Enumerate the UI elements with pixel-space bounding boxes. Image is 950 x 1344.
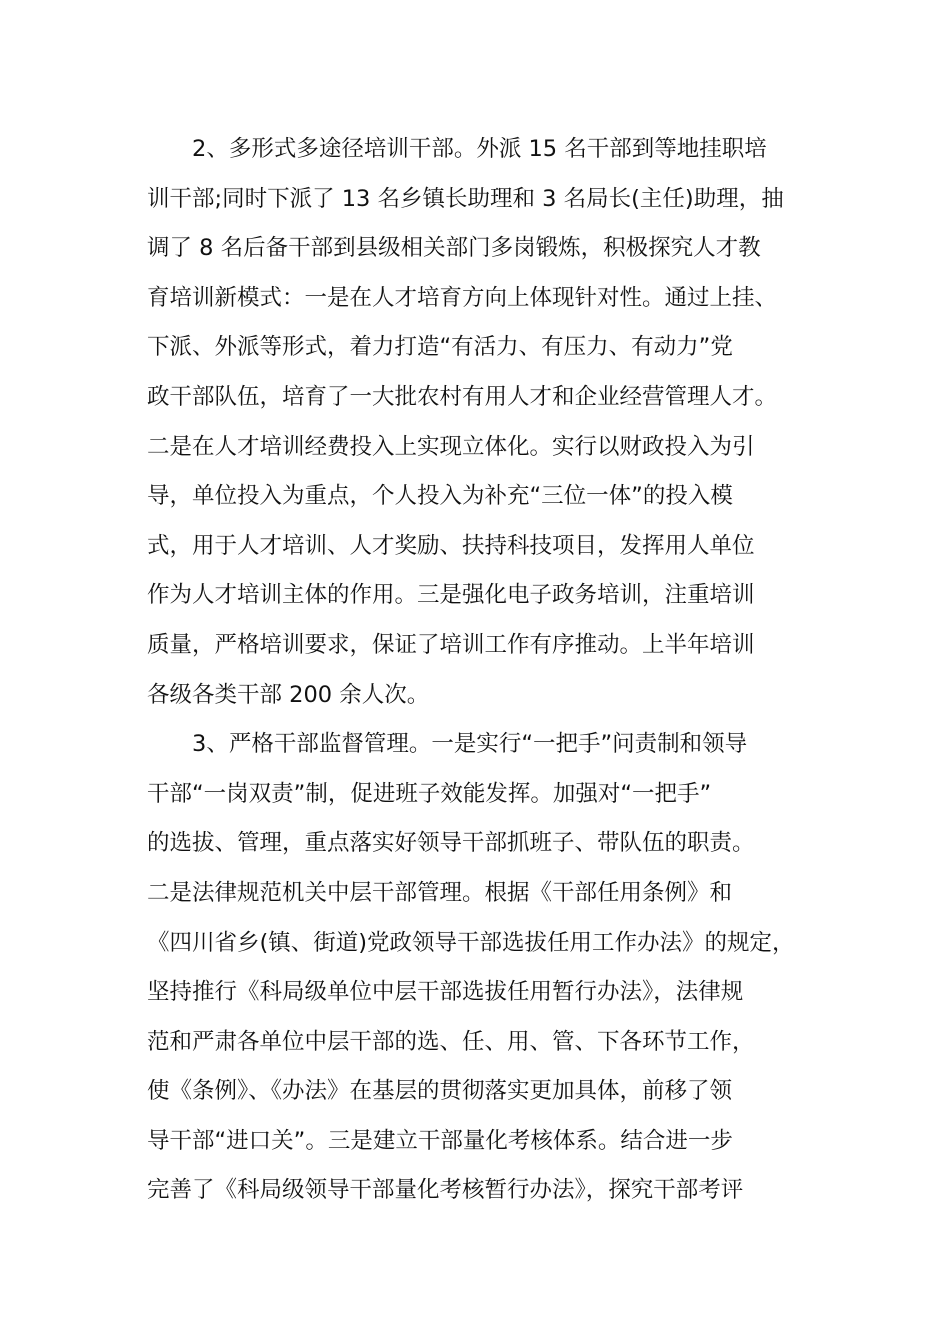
text-line: 的选拔、管理，重点落实好领导干部抓班子、带队伍的职责。 xyxy=(147,830,755,857)
paragraph-cadre-training xyxy=(147,125,827,720)
text-line: 二是法律规范机关中层干部管理。根据《干部任用条例》和 xyxy=(147,879,733,906)
text-line: 3、严格干部监督管理。一是实行“一把手”问责制和领导 xyxy=(192,731,748,758)
text-line: 育培训新模式：一是在人才培育方向上体现针对性。通过上挂、 xyxy=(147,284,778,311)
text-line: 二是在人才培训经费投入上实现立体化。实行以财政投入为引 xyxy=(147,433,755,460)
text-line: 2、多形式多途径培训干部。外派 15 名干部到等地挂职培 xyxy=(192,136,767,162)
text-line: 式，用于人才培训、人才奖励、扶持科技项目，发挥用人单位 xyxy=(147,532,755,559)
text-line: 各级各类干部 200 余人次。 xyxy=(147,681,430,708)
text-line: 使《条例》、《办法》在基层的贯彻落实更加具体，前移了领 xyxy=(147,1078,733,1105)
text-line: 完善了《科局级领导干部量化考核暂行办法》，探究干部考评 xyxy=(147,1177,744,1204)
text-line: 训干部;同时下派了 13 名乡镇长助理和 3 名局长(主任)助理，抽 xyxy=(147,185,784,212)
text-line: 政干部队伍，培育了一大批农村有用人才和企业经营管理人才。 xyxy=(147,383,778,410)
text-line: 导，单位投入为重点，个人投入为补充“三位一体”的投入模 xyxy=(147,483,733,510)
text-line: 质量，严格培训要求，保证了培训工作有序推动。上半年培训 xyxy=(147,631,755,658)
text-line: 《四川省乡(镇、街道)党政领导干部选拔任用工作办法》的规定， xyxy=(147,929,795,956)
document-body xyxy=(147,125,827,1216)
text-line: 下派、外派等形式，着力打造“有活力、有压力、有动力”党 xyxy=(147,334,733,361)
text-line: 作为人才培训主体的作用。三是强化电子政务培训，注重培训 xyxy=(147,582,755,609)
text-line: 范和严肃各单位中层干部的选、任、用、管、下各环节工作， xyxy=(147,1028,755,1055)
text-line: 干部“一岗双责”制，促进班子效能发挥。加强对“一把手” xyxy=(147,780,712,807)
paragraph-cadre-supervision xyxy=(147,720,827,1216)
text-line: 坚持推行《科局级单位中层干部选拔任用暂行办法》，法律规 xyxy=(147,979,744,1006)
text-line: 调了 8 名后备干部到县级相关部门多岗锻炼，积极探究人才教 xyxy=(147,235,761,262)
text-line: 导干部“进口关”。三是建立干部量化考核体系。结合进一步 xyxy=(147,1127,733,1154)
